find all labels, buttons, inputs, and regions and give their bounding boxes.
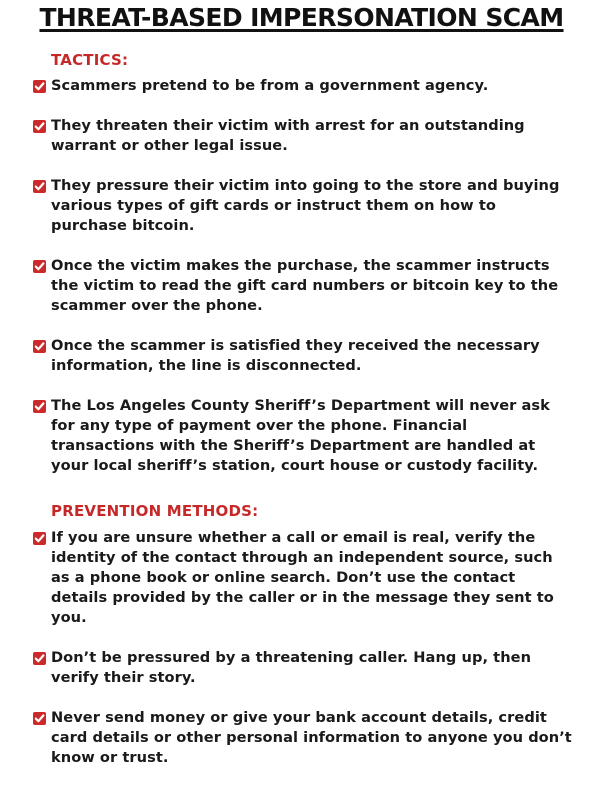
prevention-text: If you are unsure whether a call or email is real, verify the identity of the contact through an independent source, such as a phone book or online search. Don’t use the contact details provided by the caller or in the message they sent to you. xyxy=(51,529,554,626)
prevention-item xyxy=(31,708,572,768)
red-checkbox-icon xyxy=(33,532,46,545)
prevention-text: Never send money or give your bank account details, credit card details or other personal information to anyone you don’t know or trust. xyxy=(51,709,572,766)
tactics-heading: TACTICS: xyxy=(51,51,129,69)
tactic-text: They threaten their victim with arrest for an outstanding warrant or other legal issue. xyxy=(51,117,525,154)
tactic-item xyxy=(31,76,572,96)
prevention-text: Don’t be pressured by a threatening caller. Hang up, then verify their story. xyxy=(51,649,532,686)
tactics-list xyxy=(31,76,572,476)
tactic-item xyxy=(31,336,572,376)
prevention-heading: PREVENTION METHODS: xyxy=(51,502,259,520)
prevention-item xyxy=(31,648,572,688)
red-checkbox-icon xyxy=(33,120,46,133)
tactic-item xyxy=(31,176,572,236)
red-checkbox-icon xyxy=(33,712,46,725)
tactic-text: Once the victim makes the purchase, the scammer instructs the victim to read the gift card numbers or bitcoin key to the scammer over the phone. xyxy=(51,257,559,314)
red-checkbox-icon xyxy=(33,652,46,665)
red-checkbox-icon xyxy=(33,340,46,353)
red-checkbox-icon xyxy=(33,260,46,273)
page-title: THREAT-BASED IMPERSONATION SCAM xyxy=(39,3,564,32)
tactic-text: Once the scammer is satisfied they received the necessary information, the line is disconnected. xyxy=(51,337,540,374)
tactic-item xyxy=(31,116,572,156)
tactic-text: They pressure their victim into going to the store and buying various types of gift cards or instruct them on how to purchase bitcoin. xyxy=(51,177,560,234)
tactic-item xyxy=(31,256,572,316)
prevention-list xyxy=(31,528,572,768)
tactic-item xyxy=(31,396,572,476)
red-checkbox-icon xyxy=(33,80,46,93)
tactic-text: The Los Angeles County Sheriff’s Department will never ask for any type of payment over the phone. Financial transactions with the Sheriff’s Department are handled at your local sheriff’s station, court house or custody facility. xyxy=(51,397,550,474)
prevention-item xyxy=(31,528,572,628)
red-checkbox-icon xyxy=(33,180,46,193)
tactic-text: Scammers pretend to be from a government agency. xyxy=(51,77,489,94)
red-checkbox-icon xyxy=(33,400,46,413)
